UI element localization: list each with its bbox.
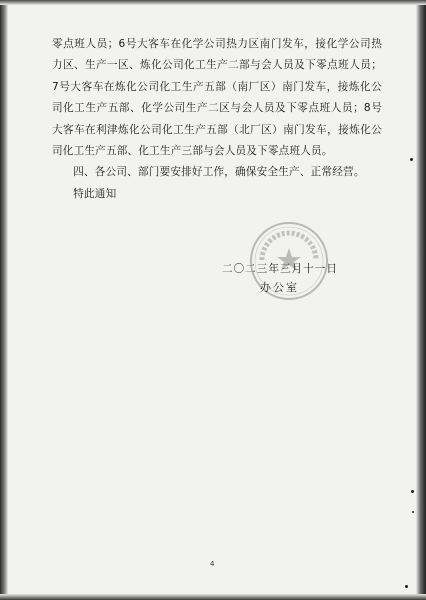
scan-speck — [410, 158, 413, 161]
paragraph-closing: 特此通知 — [73, 187, 117, 200]
scan-border-left — [0, 0, 8, 600]
scan-border-bottom — [0, 594, 426, 600]
scan-border-right — [416, 0, 426, 600]
issue-date: 二〇二三年三月十一日 — [222, 263, 338, 275]
scan-speck — [412, 511, 414, 513]
page-number: 4 — [210, 560, 215, 568]
paragraph-bus-schedule: 零点班人员；6号大客车在化学公司热力区南门发车，接化学公司热力区、生产一区、炼化公司化工生产二部与会人员及下零点班人员；7号大客车在炼化公司化工生产五部（南厂区）南门发车，接炼化公司化工生产五部、化学公司生产二区与会人员及下零点班人员；8号大客车在利津炼化公司化工生产五部（北厂区）南门发车，接炼化公司化工生产五部、化工生产三部与会人员及下零点班人员。 — [52, 38, 382, 158]
issuing-office: 办公室 — [260, 281, 299, 294]
scan-border-top — [0, 0, 426, 5]
document-body — [52, 34, 382, 205]
scan-speck — [411, 490, 414, 493]
paragraph-item-four: 四、各公司、部门要安排好工作，确保安全生产、正常经营。 — [73, 166, 365, 179]
scan-speck — [405, 585, 408, 588]
